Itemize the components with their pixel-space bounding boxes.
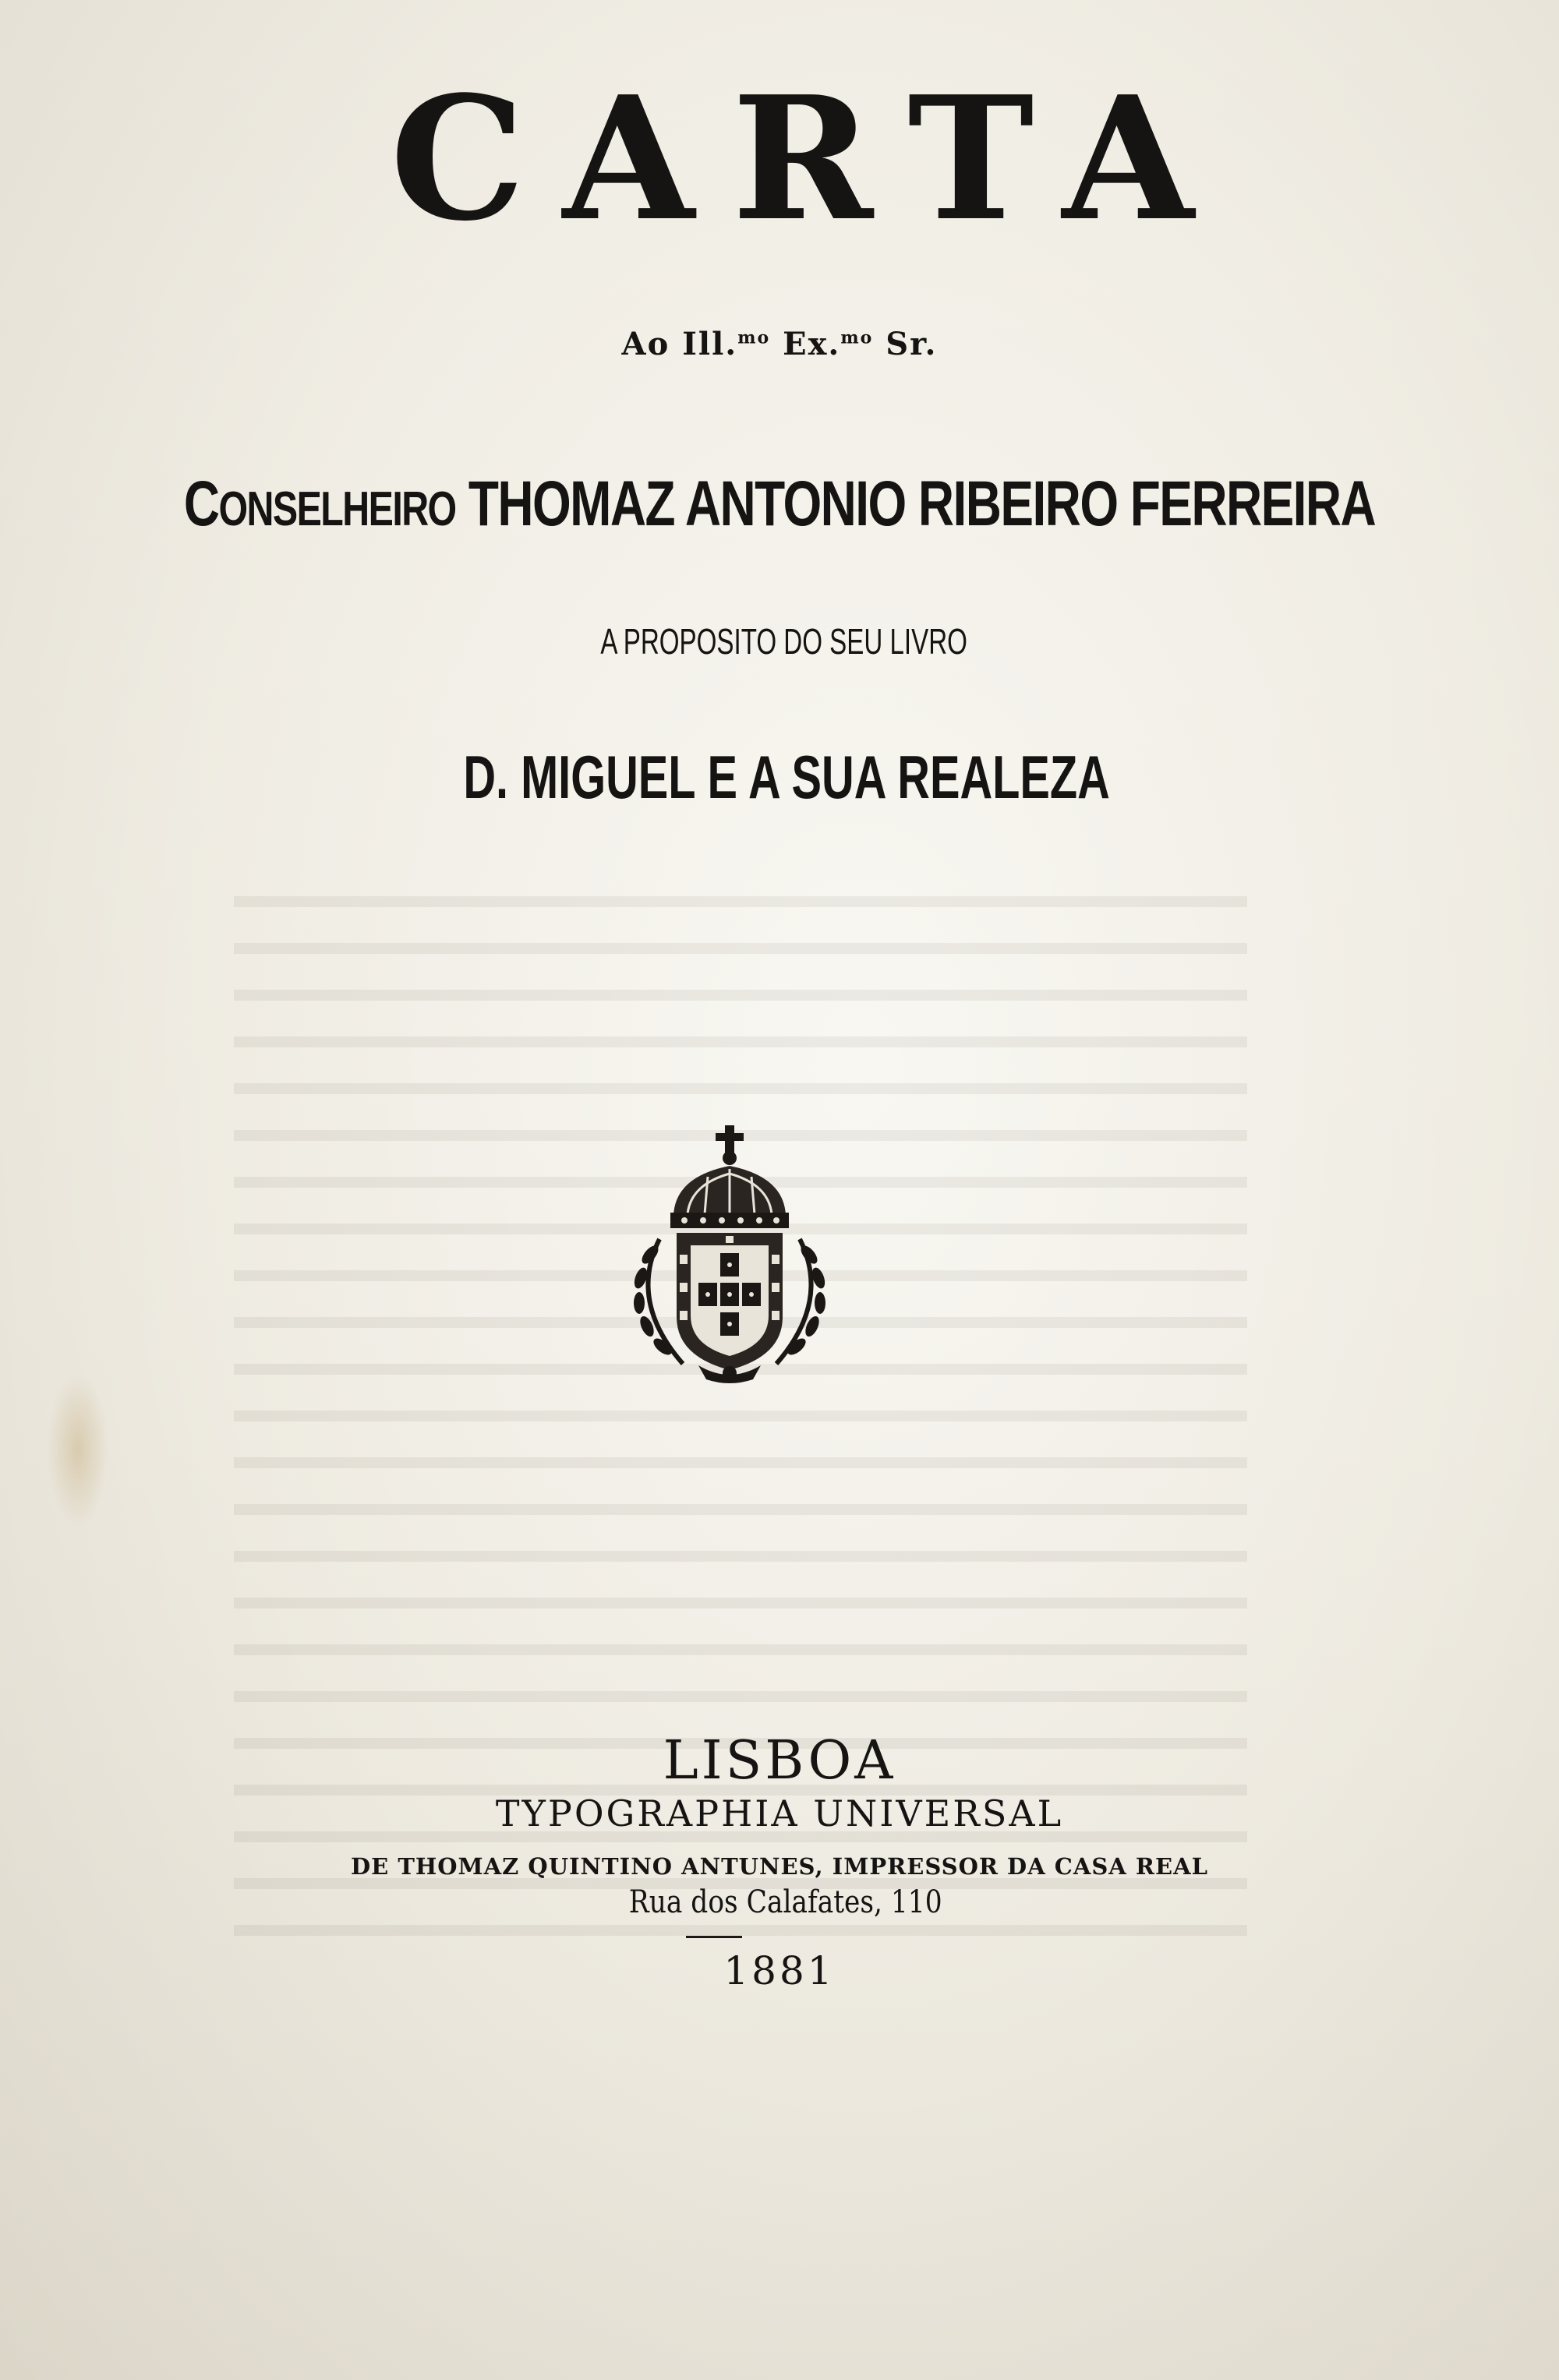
dedication-line: Ao Ill.$^{mo}$ Ex.$^{mo}$ Sr. xyxy=(621,326,938,362)
recipient-name: CONSELHEIRO THOMAZ ANTONIO RIBEIRO FERREIRA xyxy=(183,468,1376,539)
imprint-city: LISBOA xyxy=(663,1730,896,1792)
imprint-year: 1881 xyxy=(723,1948,836,1993)
royal-coat-of-arms-icon xyxy=(613,1122,847,1387)
subtitle-intro: A PROPOSITO DO SEU LIVRO xyxy=(600,621,967,662)
imprint-rule xyxy=(686,1936,742,1938)
paper-stain xyxy=(47,1372,109,1527)
page-title: CARTA xyxy=(390,59,1232,259)
imprint-printer: DE THOMAZ QUINTINO ANTUNES, IMPRESSOR DA CASA REAL xyxy=(350,1853,1209,1880)
imprint-press: TYPOGRAPHIA UNIVERSAL xyxy=(495,1792,1064,1834)
imprint-address: Rua dos Calafates, 110 xyxy=(628,1884,942,1920)
book-title: D. MIGUEL E A SUA REALEZA xyxy=(463,743,1110,811)
